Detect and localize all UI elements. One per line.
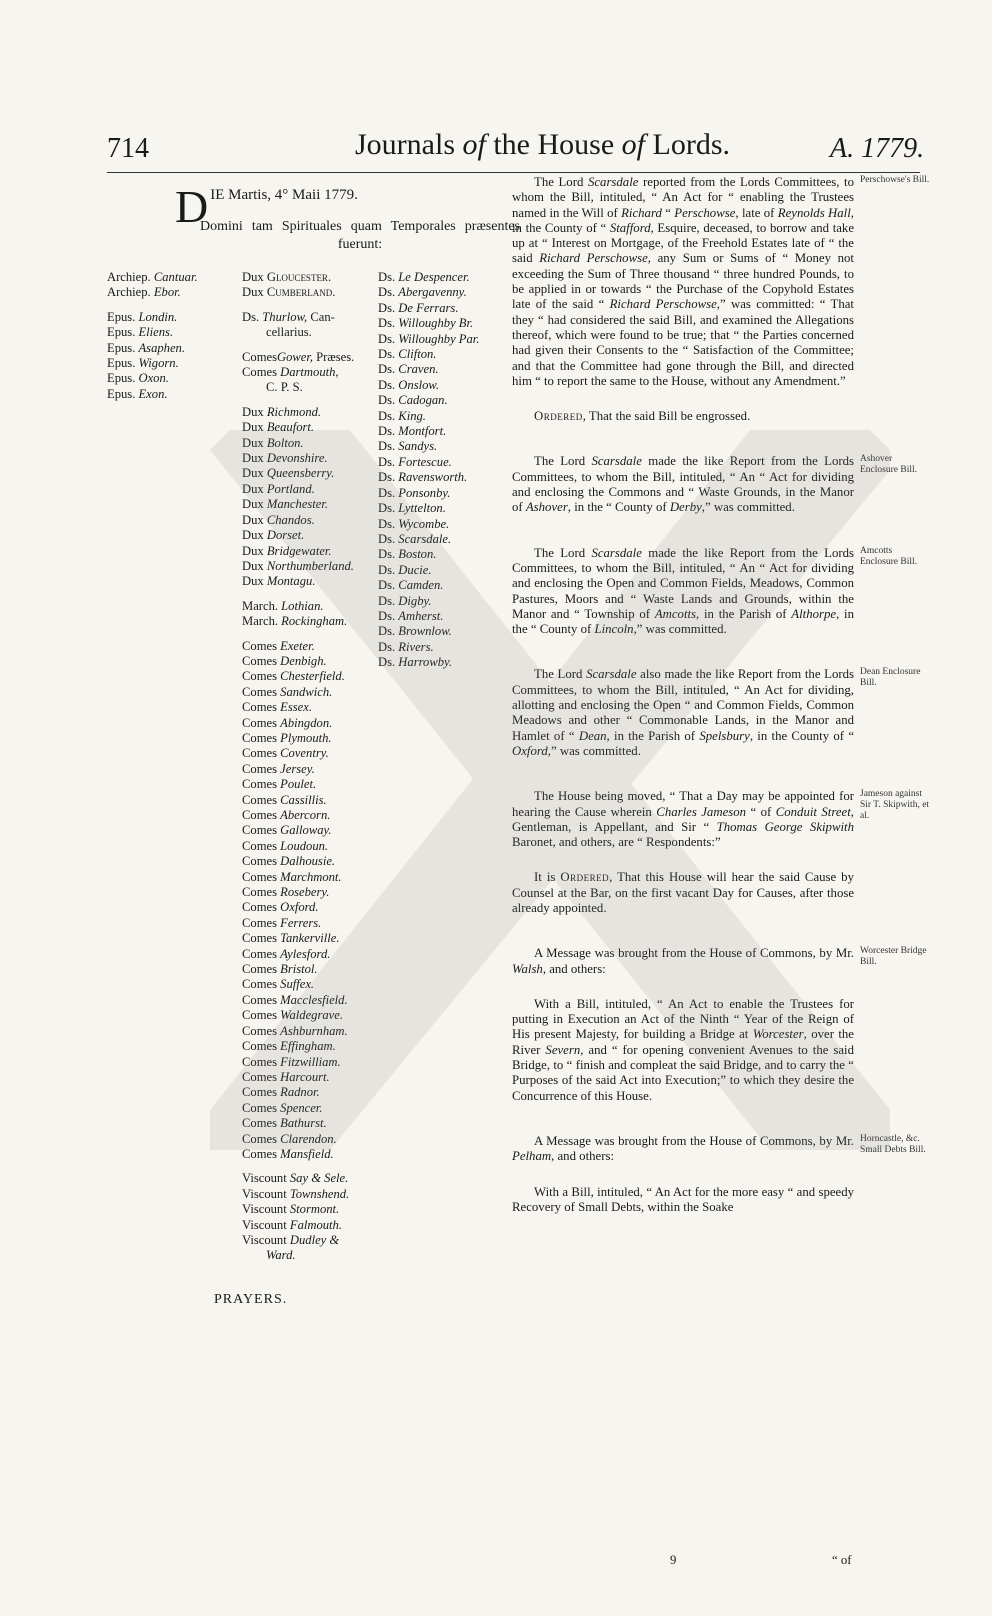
attendee: Ds. Craven. [378,362,439,377]
attendee: Comes Bristol. [242,962,318,977]
attendee: Comes Poulet. [242,777,317,792]
attendee: Epus. Wigorn. [107,356,179,371]
attendee: Comes Mansfield. [242,1146,334,1161]
attendee: Comes Abingdon. [242,715,333,730]
attendance-column-bishops [107,270,198,402]
attendee: Comes Spencer. [242,1100,323,1115]
attendee: Comes Bathurst. [242,1116,327,1131]
attendee: Ds. Cadogan. [378,393,448,408]
attendee: Ds. De Ferrars. [378,300,459,315]
attendee: Ward. [266,1248,296,1263]
column-gap [242,630,354,639]
attendee: Epus. Asaphen. [107,340,186,355]
attendee: Ds. Sandys. [378,439,438,454]
attendee: March. Rockingham. [242,614,348,629]
proceeding-paragraph: With a Bill, intituled, “ An Act for the more easy “ and speedy Recovery of Small Debts, within the Soake [512,1184,854,1214]
attendee: Dux Portland. [242,481,315,496]
attendee: Ds. Harrowby. [378,655,453,670]
attendee: Archiep. Ebor. [107,285,181,300]
attendee: Ds. Camden. [378,578,444,593]
attendee: Ds. Thurlow, Can- [242,309,335,324]
attendee: Viscount Stormont. [242,1202,340,1217]
attendee: Ds. Willoughby Br. [378,316,474,331]
attendee: Comes Aylesford. [242,946,331,961]
attendee: Comes Coventry. [242,746,329,761]
running-year: A. 1779. [830,133,925,164]
attendee: Ds. Boston. [378,547,437,562]
attendee: Comes Fitzwilliam. [242,1054,341,1069]
proceeding-paragraph: A Message was brought from the House of Commons, by Mr. Pelham, and others: [512,1133,854,1164]
column-gap [107,301,198,310]
attendee: Comes Exeter. [242,638,315,653]
attendee: Dux Queensberry. [242,466,335,481]
drop-cap: D [175,181,209,232]
attendee: Ds. Lyttelton. [378,501,446,516]
attendee: Dux Cumberland. [242,285,336,300]
attendee: Dux Richmond. [242,404,322,419]
header-rule [107,172,920,173]
attendee: Epus. Exon. [107,386,168,401]
attendee: Dux Bolton. [242,435,304,450]
running-title: Journals of the House of Lords. [355,128,730,161]
attendee: Comes Waldegrave. [242,1008,343,1023]
attendee: Epus. Oxon. [107,371,169,386]
attendee: cellarius. [266,325,312,340]
prayers-heading: PRAYERS. [214,1292,288,1307]
attendee: Comes Dartmouth, [242,365,339,380]
attendee: Comes Chesterfield. [242,669,345,684]
attendee: Ds. Digby. [378,593,432,608]
attendee: Ds. Ravensworth. [378,470,468,485]
attendee: Comes Harcourt. [242,1069,330,1084]
attendee: Comes Loudoun. [242,838,329,853]
attendee: Dux Northumberland. [242,558,354,573]
attendee: Ds. Amherst. [378,608,444,623]
page-number: 714 [107,133,149,164]
catchword: “ of [832,1553,852,1567]
attendee: Comes Suffex. [242,977,315,992]
attendee: Ds. Le Despencer. [378,270,470,284]
session-date: D IE Martis, 4° Maii 1779. [175,175,358,227]
attendee: Viscount Townshend. [242,1186,350,1201]
column-gap [242,396,354,405]
margin-note: Amcotts Enclosure Bill. [860,546,917,567]
attendee: Dux Bridgewater. [242,543,332,558]
attendance-column-peers [242,270,354,1264]
signature-mark: 9 [670,1553,677,1567]
column-gap [242,590,354,599]
attendee: Dux Beaufort. [242,420,315,435]
proceedings-column [512,175,854,1215]
attendee: Viscount Dudley & [242,1232,340,1247]
attendance-heading: Domini tam Spirituales quam Temporales præsentes fuerunt: [200,219,520,252]
attendee: Ds. Onslow. [378,377,439,392]
attendee: Comes Cassillis. [242,792,327,807]
attendee: Comes Plymouth. [242,730,332,745]
attendee: Ds. Ponsonby. [378,485,451,500]
proceeding-paragraph: The Lord Scarsdale reported from the Lords Committees, to whom the Bill, intituled, “ An Act for “ enabling the Trustees named in the Will of Richard “ Perschowse, late of Reynolds Hall, in the County of “ Stafford, Esquire, deceased, to borrow and take up at “ Interest on Mortgage, of the Freehold Estates late of “ the said Richard Perschowse, any Sum or Sums of “ Money not exceeding the Sum of Three thousand “ three hundred Pounds, to be applied in or towards “ the Purchase of the Copyhold Estates late of the said “ Richard Perschowse,” was committed: “ That they “ had considered the said Bill, and examined the Allegations thereof, which were found to be true; that “ the Parties concerned had given their Consents to the “ Satisfaction of the Committee; and that the Committee had gone through the Bill, and directed him “ to report the same to the House, without any Amendment.” [512,175,855,388]
attendee: Dux Montagu. [242,574,316,589]
attendee: Ds. Brownlow. [378,624,452,639]
margin-note: Horncastle, &c. Small Debts Bill. [860,1134,926,1155]
attendee: Comes Essex. [242,700,312,715]
attendee: Ds. Rivers. [378,639,434,654]
attendee: Comes Denbigh. [242,653,327,668]
proceeding-paragraph: A Message was brought from the House of Commons, by Mr. Walsh, and others: [512,946,854,976]
attendee: Ds. Abergavenny. [378,285,467,300]
attendee: Comes Macclesfield. [242,992,348,1007]
attendee: Comes Sandwich. [242,684,333,699]
attendee: ComesGower, Præses. [242,349,355,364]
proceeding-paragraph: The Lord Scarsdale also made the like Report from the Lords Committees, to whom the Bill, intituled, “ An Act for dividing, allotting and enclosing the Open “ and Common Fields, Common Meadows and other “ Commonable Lands, in the Manor and Hamlet of “ Dean, in the Parish of Spelsbury, in the County of “ Oxford,” was committed. [512,667,855,758]
attendee: Comes Radnor. [242,1085,320,1100]
attendee: Ds. Fortescue. [378,454,452,469]
attendee: Ds. Scarsdale. [378,531,452,546]
attendee: Archiep. Cantuar. [107,270,198,284]
attendee: Comes Ashburnham. [242,1023,348,1038]
margin-note: Ashover Enclosure Bill. [860,454,917,475]
attendee: Viscount Falmouth. [242,1217,342,1232]
margin-note: Perschowse's Bill. [860,175,930,185]
attendee: Ds. King. [378,408,426,423]
attendee: Dux Gloucester. [242,270,332,284]
attendee: Dux Devonshire. [242,451,328,466]
attendee: March. Lothian. [242,598,324,613]
column-gap [242,341,354,350]
attendee: Comes Abercorn. [242,808,331,822]
attendee: Dux Manchester. [242,497,329,512]
attendee: Ds. Willoughby Par. [378,331,480,346]
attendee: Comes Rosebery. [242,885,330,900]
margin-note: Jameson against Sir T. Skipwith, et al. [860,789,930,821]
attendee: C. P. S. [266,380,303,395]
proceeding-paragraph: It is Ordered, That this House will hear the said Cause by Counsel at the Bar, on the first vacant Day for Causes, after those already appointed. [512,870,854,915]
attendee: Ds. Ducie. [378,562,432,577]
attendee: Dux Dorset. [242,528,305,543]
proceeding-paragraph: The Lord Scarsdale made the like Report from the Lords Committees, to whom the Bill, intituled, “ An “ Act for dividing and enclosing the Commons and “ Waste Grounds, in the Manor of Ashover, in the “ County of Derby,” was committed. [512,454,855,515]
proceeding-paragraph: The Lord Scarsdale made the like Report from the Lords Committees, to whom the Bill, intituled, “ An “ Act for dividing and enclosing the Open and Common Fields, Meadows, Common Pastures, Moors and “ Waste Lands and Grounds, within the Manor and “ Township of Amcotts, in the Parish of Althorpe, in the “ County of Lincoln,” was committed. [512,545,855,637]
proceeding-paragraph: The House being moved, “ That a Day may be appointed for hearing the Cause wherein Charles Jameson “ of Conduit Street, Gentleman, is Appellant, and Sir “ Thomas George Skipwith Baronet, and others, are “ Respondents:” [512,789,854,850]
attendance-column-barons [378,270,479,671]
margin-note: Dean Enclosure Bill. [860,667,921,688]
attendee: Comes Effingham. [242,1039,336,1054]
attendee: Ds. Clifton. [378,347,437,362]
column-gap [242,301,354,310]
attendee: Epus. Eliens. [107,325,174,340]
attendee: Ds. Wycombe. [378,516,450,531]
column-gap [242,1162,354,1171]
attendee: Comes Jersey. [242,761,315,776]
attendee: Comes Clarendon. [242,1131,337,1146]
attendee: Viscount Say & Sele. [242,1171,349,1186]
attendee: Comes Oxford. [242,900,319,915]
attendee: Comes Ferrers. [242,915,322,930]
attendee: Comes Dalhousie. [242,854,336,869]
proceeding-paragraph: With a Bill, intituled, “ An Act to enable the Trustees for putting in Execution an Act of the Ninth “ Year of the Reign of His present Majesty, for building a Bridge at Worcester, over the River Severn, and “ for opening convenient Avenues to the said Bridge, to “ finish and compleat the said Bridge, and to carry the “ Purposes of the said Act into Execution;” to which they desire the Concurrence of this House. [512,996,855,1103]
proceeding-paragraph: Ordered, That the said Bill be engrossed. [534,409,751,424]
attendee: Ds. Montfort. [378,424,447,439]
margin-note: Worcester Bridge Bill. [860,946,927,967]
attendee: Comes Marchmont. [242,869,342,884]
attendee: Epus. Londin. [107,309,178,324]
attendee: Dux Chandos. [242,512,315,527]
attendee: Comes Galloway. [242,823,332,838]
attendee: Comes Tankerville. [242,931,340,946]
